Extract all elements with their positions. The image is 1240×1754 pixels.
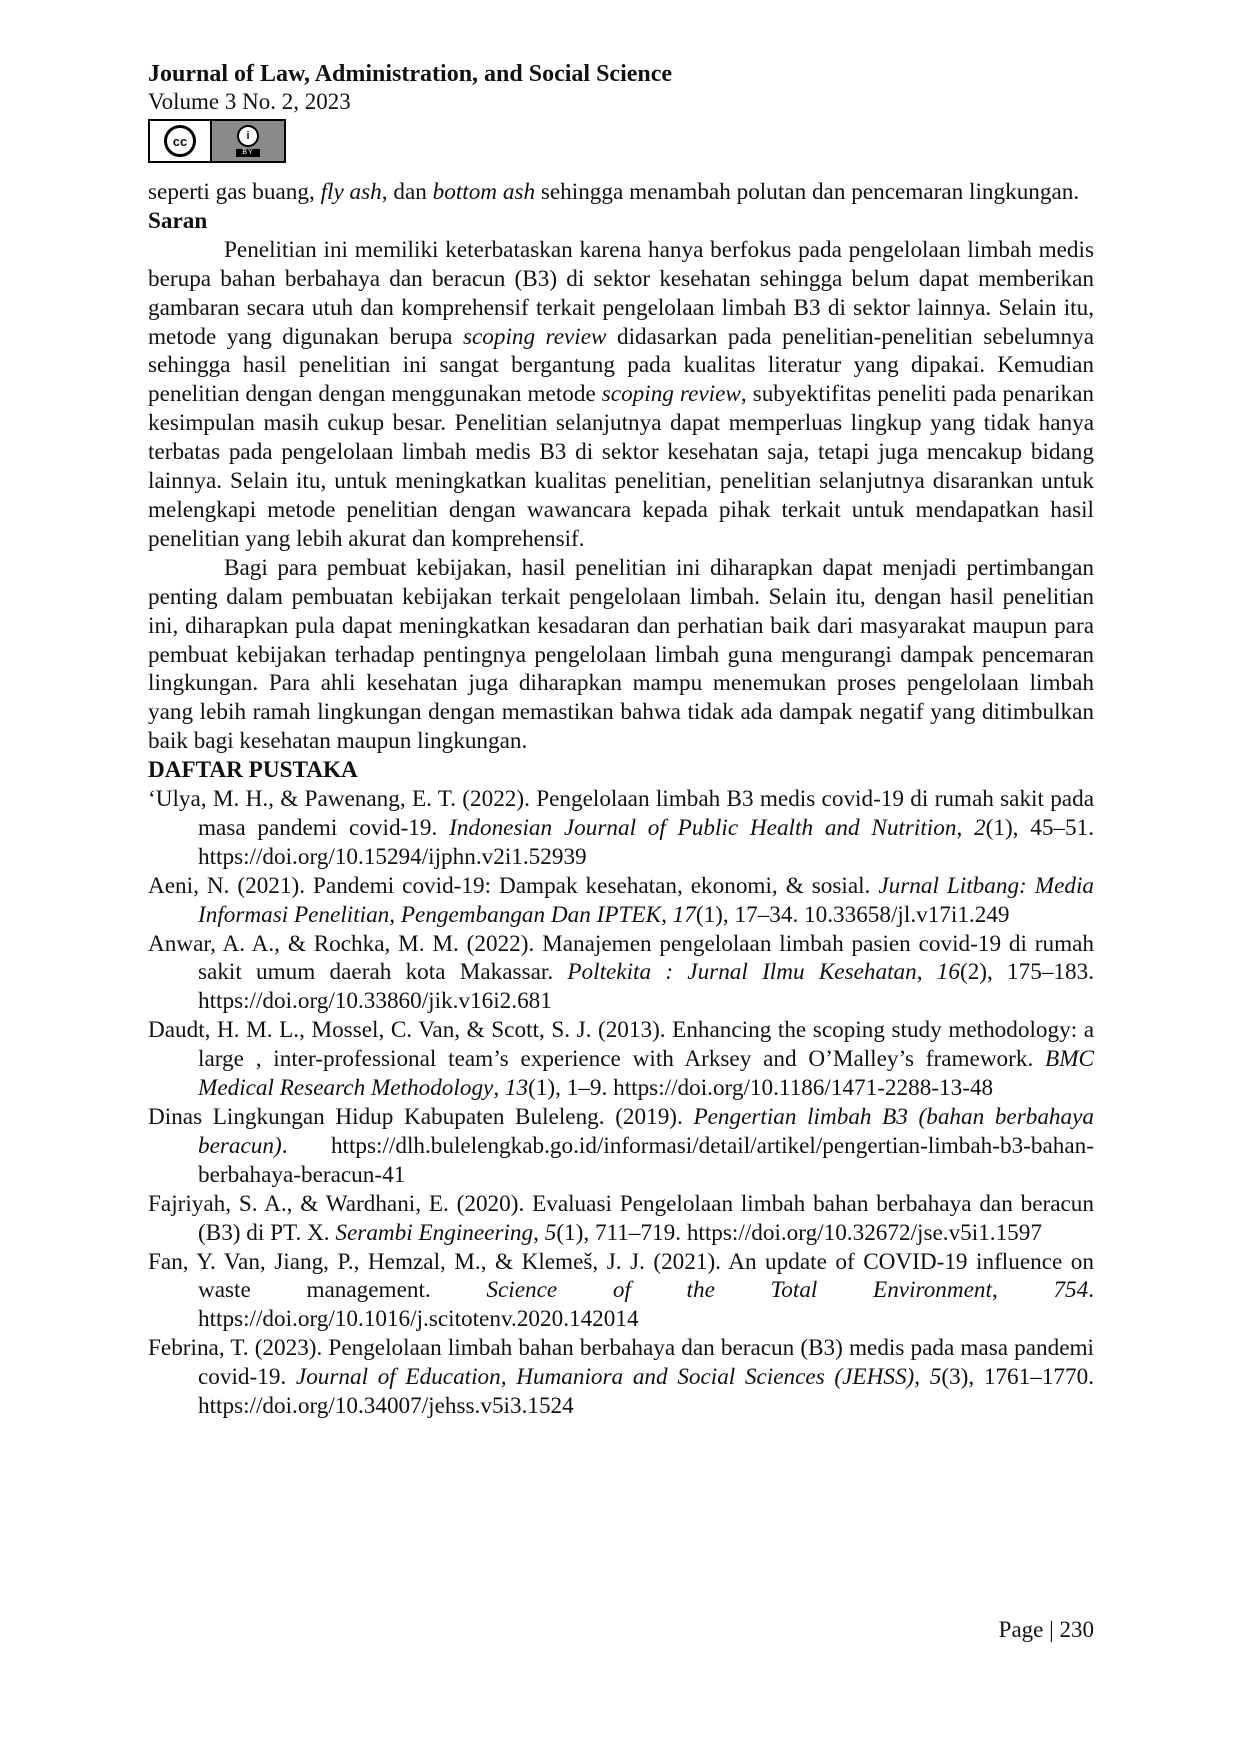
- page-header: [148, 60, 672, 163]
- saran-paragraph-1: Penelitian ini memiliki keterbataskan karena hanya berfokus pada pengelolaan limbah medis berupa bahan berbahaya dan beracun (B3) di sektor kesehatan sehingga belum dapat memberikan gambaran secara utuh dan komprehensif terkait pengelolaan limbah B3 di sektor lainnya. Selain itu, metode yang digunakan berupa scoping review didasarkan pada penelitian-penelitian sebelumnya sehingga hasil penelitian ini sangat bergantung pada kualitas literatur yang dipakai. Kemudian penelitian dengan dengan menggunakan metode scoping review, subyektifitas peneliti pada penarikan kesimpulan masih cukup besar. Penelitian selanjutnya dapat memperluas lingkup yang tidak hanya terbatas pada pengelolaan limbah medis B3 di sektor kesehatan saja, tetapi juga mencakup bidang lainnya. Selain itu, untuk meningkatkan kualitas penelitian, penelitian selanjutnya disarankan untuk melengkapi metode penelitian dengan wawancara kepada pihak terkait untuk mendapatkan hasil penelitian yang lebih akurat dan komprehensif.: [148, 236, 1094, 552]
- attribution-icon: i: [237, 125, 259, 147]
- reference-item: Febrina, T. (2023). Pengelolaan limbah bahan berbahaya dan beracun (B3) medis pada masa pandemi covid-19. Journal of Education, Humaniora and Social Sciences (JEHSS), 5(3), 1761–1770. https://doi.org/10.34007/jehss.v5i3.1524: [148, 1335, 1094, 1420]
- article-body: [148, 178, 1094, 1421]
- reference-item: Anwar, A. A., & Rochka, M. M. (2022). Manajemen pengelolaan limbah pasien covid-19 di rumah sakit umum daerah kota Makassar. Poltekita : Jurnal Ilmu Kesehatan, 16(2), 175–183. https://doi.org/10.33860/jik.v16i2.681: [148, 930, 1095, 1015]
- reference-item: Fajriyah, S. A., & Wardhani, E. (2020). Evaluasi Pengelolaan limbah bahan berbahaya dan beracun (B3) di PT. X. Serambi Engineering, 5(1), 711–719. https://doi.org/10.32672/jse.v5i1.1597: [148, 1190, 1094, 1246]
- reference-item: Daudt, H. M. L., Mossel, C. Van, & Scott, S. J. (2013). Enhancing the scoping study methodology: a large , inter-professional team’s experience with Arksey and O’Malley’s framework. BMC Medical Research Methodology, 13(1), 1–9. https://doi.org/10.1186/1471-2288-13-48: [148, 1017, 1094, 1102]
- by-label: BY: [236, 149, 259, 157]
- saran-heading: Saran: [148, 207, 208, 234]
- reference-item: Dinas Lingkungan Hidup Kabupaten Buleleng. (2019). Pengertian limbah B3 (bahan berbahaya beracun). https://dlh.bulelengkab.go.id/informasi/detail/artikel/pengertian-limbah-b3-bahan-berbahaya-beracun-41: [148, 1104, 1094, 1188]
- journal-title: Journal of Law, Administration, and Social Science: [148, 61, 673, 87]
- reference-item: ‘Ulya, M. H., & Pawenang, E. T. (2022). Pengelolaan limbah B3 medis covid-19 di rumah sakit pada masa pandemi covid-19. Indonesian Journal of Public Health and Nutrition, 2(1), 45–51. https://doi.org/10.15294/ijphn.v2i1.52939: [148, 786, 1095, 870]
- saran-paragraph-2: Bagi para pembuat kebijakan, hasil penelitian ini diharapkan dapat menjadi pertimbangan penting dalam pembuatan kebijakan terkait pengelolaan limbah. Selain itu, dengan hasil penelitian ini, diharapkan pula dapat meningkatkan kesadaran dan perhatian baik dari masyarakat maupun para pembuat kebijakan terhadap pentingnya pengelolaan limbah guna mengurangi dampak pencemaran lingkungan. Para ahli kesehatan juga diharapkan mampu menemukan proses pengelolaan limbah yang lebih ramah lingkungan dengan memastikan bahwa tidak ada dampak negatif yang ditimbulkan baik bagi kesehatan maupun lingkungan.: [148, 554, 1094, 755]
- reference-item: Aeni, N. (2021). Pandemi covid-19: Dampak kesehatan, ekonomi, & sosial. Jurnal Litbang: Media Informasi Penelitian, Pengembangan Dan IPTEK, 17(1), 17–34. 10.33658/jl.v17i1.249: [148, 872, 1094, 928]
- page-number: Page | 230: [998, 1617, 1094, 1642]
- cc-icon: cc: [164, 125, 196, 157]
- references-heading: DAFTAR PUSTAKA: [148, 757, 358, 784]
- reference-list: [148, 785, 1094, 1421]
- volume-info: Volume 3 No. 2, 2023: [148, 89, 351, 114]
- reference-item: Fan, Y. Van, Jiang, P., Hemzal, M., & Klemeš, J. J. (2021). An update of COVID-19 influence on waste management. Science of the Total Environment, 754. https://doi.org/10.1016/j.scitotenv.2020.142014: [148, 1248, 1095, 1333]
- cc-by-license-badge[interactable]: [148, 119, 286, 163]
- intro-paragraph: seperti gas buang, fly ash, dan bottom ash sehingga menambah polutan dan pencemaran lingkungan.: [148, 179, 1080, 205]
- cc-logo: [150, 121, 210, 161]
- by-section: [210, 121, 284, 161]
